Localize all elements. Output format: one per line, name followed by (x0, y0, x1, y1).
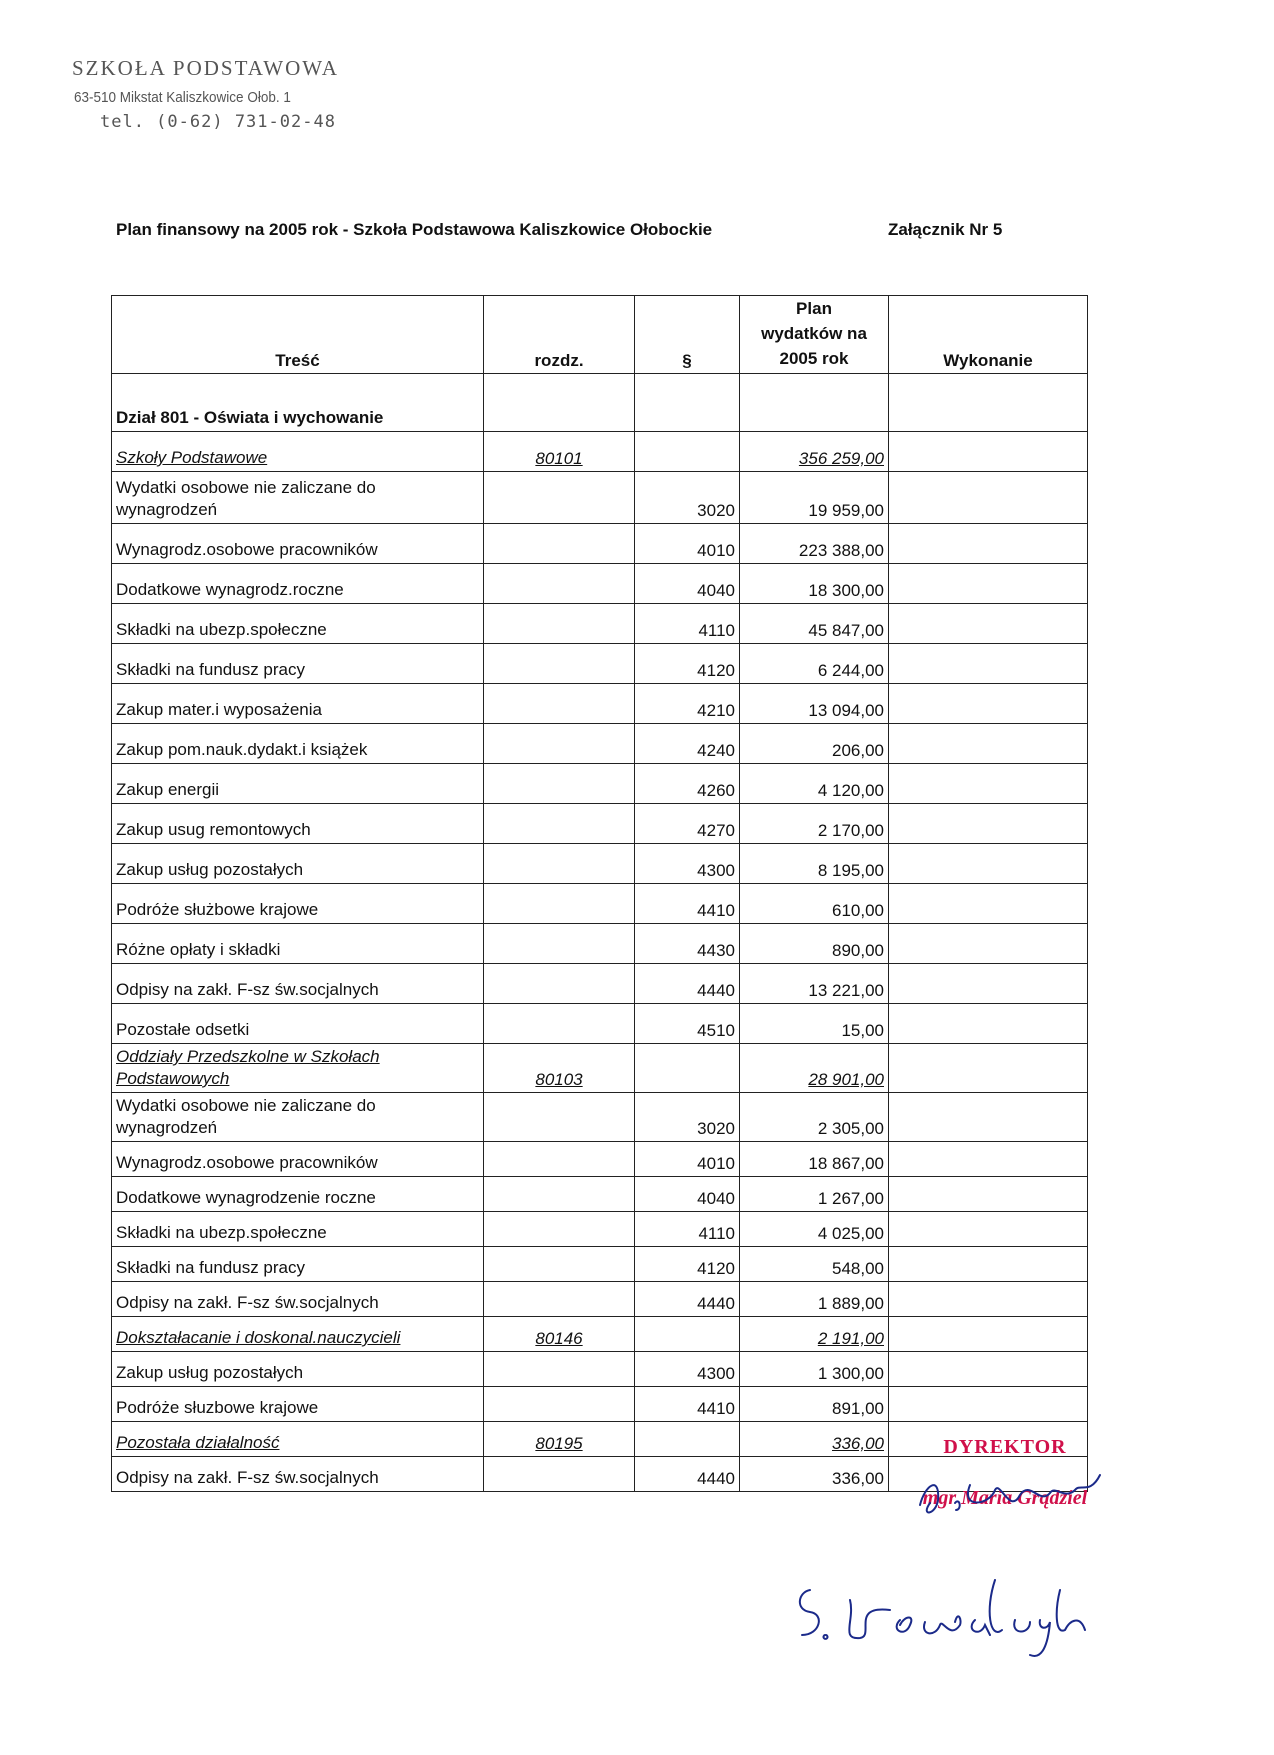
row-name: Podróże słuzbowe krajowe (112, 1387, 484, 1422)
col-header-paragraph: § (635, 296, 740, 374)
row-rozdz (484, 684, 635, 724)
row-rozdz (484, 1247, 635, 1282)
financial-plan-table (111, 295, 1088, 1492)
row-plan: 223 388,00 (740, 524, 889, 564)
row-rozdz (484, 804, 635, 844)
row-paragraph: 4300 (635, 844, 740, 884)
section-name: Szkoły Podstawowe (112, 432, 484, 472)
row-name: Składki na fundusz pracy (112, 644, 484, 684)
row-plan: 45 847,00 (740, 604, 889, 644)
row-plan: 2 170,00 (740, 804, 889, 844)
col-header-plan (740, 296, 889, 374)
row-rozdz (484, 644, 635, 684)
wykonanie-cell (889, 1142, 1088, 1177)
row-rozdz (484, 1387, 635, 1422)
row-rozdz (484, 472, 635, 524)
row-rozdz (484, 1142, 635, 1177)
row-paragraph: 4510 (635, 1004, 740, 1044)
school-phone: tel. (0-62) 731-02-48 (100, 112, 336, 132)
row-rozdz (484, 1282, 635, 1317)
row-name: Składki na ubezp.społeczne (112, 1212, 484, 1247)
wykonanie-cell (889, 524, 1088, 564)
school-name: SZKOŁA PODSTAWOWA (72, 56, 339, 80)
section-row (112, 1317, 1088, 1352)
table-row (112, 1387, 1088, 1422)
row-rozdz (484, 1093, 635, 1142)
row-name: Odpisy na zakł. F-sz św.socjalnych (112, 1282, 484, 1317)
wykonanie-cell (889, 1004, 1088, 1044)
row-name: Wynagrodz.osobowe pracowników (112, 524, 484, 564)
row-rozdz (484, 884, 635, 924)
row-name: Wydatki osobowe nie zaliczane do wynagrodzeń (112, 1093, 484, 1142)
row-rozdz (484, 764, 635, 804)
row-plan: 18 300,00 (740, 564, 889, 604)
dzial-row (112, 374, 1088, 432)
section-name: Oddziały Przedszkolne w Szkołach Podstawowych (112, 1044, 484, 1093)
wykonanie-cell (889, 432, 1088, 472)
row-rozdz (484, 844, 635, 884)
row-plan: 890,00 (740, 924, 889, 964)
row-name: Zakup mater.i wyposażenia (112, 684, 484, 724)
row-paragraph: 4240 (635, 724, 740, 764)
row-name: Wydatki osobowe nie zaliczane do wynagrodzeń (112, 472, 484, 524)
empty-cell (740, 374, 889, 432)
section-rozdz: 80195 (484, 1422, 635, 1457)
row-plan: 6 244,00 (740, 644, 889, 684)
wykonanie-cell (889, 604, 1088, 644)
empty-cell (635, 374, 740, 432)
row-rozdz (484, 1352, 635, 1387)
row-plan: 1 267,00 (740, 1177, 889, 1212)
row-paragraph: 4300 (635, 1352, 740, 1387)
row-rozdz (484, 524, 635, 564)
wykonanie-cell (889, 1044, 1088, 1093)
wykonanie-cell (889, 472, 1088, 524)
document-title: Plan finansowy na 2005 rok - Szkoła Podstawowa Kaliszkowice Ołobockie (116, 220, 713, 239)
empty-cell (889, 374, 1088, 432)
wykonanie-cell (889, 964, 1088, 1004)
section-total: 28 901,00 (740, 1044, 889, 1093)
row-rozdz (484, 1004, 635, 1044)
table-row (112, 1142, 1088, 1177)
row-paragraph: 4440 (635, 1282, 740, 1317)
wykonanie-cell (889, 644, 1088, 684)
section-name: Pozostała działalność (112, 1422, 484, 1457)
row-name: Zakup pom.nauk.dydakt.i książek (112, 724, 484, 764)
row-plan: 2 305,00 (740, 1093, 889, 1142)
section-total: 2 191,00 (740, 1317, 889, 1352)
col-header-tresc: Treść (112, 296, 484, 374)
director-name: mgr Maria Grądziel (922, 1487, 1088, 1509)
table-row (112, 844, 1088, 884)
section-name: Dokształacanie i doskonal.nauczycieli (112, 1317, 484, 1352)
table-row (112, 1004, 1088, 1044)
row-paragraph: 4120 (635, 1247, 740, 1282)
wykonanie-cell (889, 1247, 1088, 1282)
row-paragraph: 3020 (635, 1093, 740, 1142)
row-paragraph: 4440 (635, 1457, 740, 1492)
row-name: Odpisy na zakł. F-sz św.socjalnych (112, 964, 484, 1004)
row-paragraph: 4110 (635, 604, 740, 644)
row-plan: 13 094,00 (740, 684, 889, 724)
empty-cell (635, 432, 740, 472)
section-total: 336,00 (740, 1422, 889, 1457)
row-rozdz (484, 724, 635, 764)
wykonanie-cell (889, 804, 1088, 844)
row-name: Zakup usug remontowych (112, 804, 484, 844)
table-row (112, 684, 1088, 724)
wykonanie-cell (889, 1387, 1088, 1422)
row-plan: 4 025,00 (740, 1212, 889, 1247)
wykonanie-cell (889, 564, 1088, 604)
row-name: Różne opłaty i składki (112, 924, 484, 964)
table-row (112, 964, 1088, 1004)
section-total: 356 259,00 (740, 432, 889, 472)
table-row (112, 1282, 1088, 1317)
annex-label: Załącznik Nr 5 (888, 220, 1003, 239)
row-paragraph: 4210 (635, 684, 740, 724)
row-paragraph: 4260 (635, 764, 740, 804)
empty-cell (635, 1317, 740, 1352)
row-name: Wynagrodz.osobowe pracowników (112, 1142, 484, 1177)
row-paragraph: 4040 (635, 564, 740, 604)
row-plan: 1 300,00 (740, 1352, 889, 1387)
row-paragraph: 3020 (635, 472, 740, 524)
row-name: Zakup usług pozostałych (112, 844, 484, 884)
section-rozdz: 80146 (484, 1317, 635, 1352)
table-row (112, 1352, 1088, 1387)
row-paragraph: 4110 (635, 1212, 740, 1247)
wykonanie-cell (889, 1282, 1088, 1317)
wykonanie-cell (889, 924, 1088, 964)
row-name: Dodatkowe wynagrodzenie roczne (112, 1177, 484, 1212)
row-plan: 4 120,00 (740, 764, 889, 804)
section-rozdz: 80103 (484, 1044, 635, 1093)
row-plan: 548,00 (740, 1247, 889, 1282)
row-rozdz (484, 564, 635, 604)
row-rozdz (484, 924, 635, 964)
row-paragraph: 4040 (635, 1177, 740, 1212)
row-name: Odpisy na zakł. F-sz św.socjalnych (112, 1457, 484, 1492)
wykonanie-cell (889, 1352, 1088, 1387)
school-stamp (72, 56, 339, 132)
row-name: Składki na ubezp.społeczne (112, 604, 484, 644)
col-header-wykonanie: Wykonanie (889, 296, 1088, 374)
school-address: 63-510 Mikstat Kaliszkowice Ołob. 1 (74, 89, 291, 106)
row-name: Składki na fundusz pracy (112, 1247, 484, 1282)
row-paragraph: 4430 (635, 924, 740, 964)
row-name: Zakup usług pozostałych (112, 1352, 484, 1387)
section-rozdz: 80101 (484, 432, 635, 472)
col-header-plan-text: Plan wydatków na 2005 rok (761, 299, 867, 368)
table-row (112, 644, 1088, 684)
empty-cell (484, 374, 635, 432)
row-plan: 1 889,00 (740, 1282, 889, 1317)
row-paragraph: 4440 (635, 964, 740, 1004)
row-paragraph: 4010 (635, 524, 740, 564)
row-plan: 891,00 (740, 1387, 889, 1422)
row-rozdz (484, 1177, 635, 1212)
row-paragraph: 4410 (635, 1387, 740, 1422)
director-title: DYREKTOR (943, 1436, 1067, 1458)
table-row (112, 472, 1088, 524)
row-plan: 206,00 (740, 724, 889, 764)
row-rozdz (484, 1212, 635, 1247)
dzial-label: Dział 801 - Oświata i wychowanie (112, 374, 484, 432)
table-row (112, 564, 1088, 604)
table-header-row (112, 296, 1088, 374)
table-row (112, 764, 1088, 804)
table-row (112, 724, 1088, 764)
table-row (112, 924, 1088, 964)
row-paragraph: 4120 (635, 644, 740, 684)
row-plan: 13 221,00 (740, 964, 889, 1004)
row-plan: 19 959,00 (740, 472, 889, 524)
row-plan: 18 867,00 (740, 1142, 889, 1177)
table-row (112, 1177, 1088, 1212)
wykonanie-cell (889, 1212, 1088, 1247)
row-name: Zakup energii (112, 764, 484, 804)
second-signature (780, 1550, 1100, 1670)
row-rozdz (484, 1457, 635, 1492)
wykonanie-cell (889, 724, 1088, 764)
row-plan: 336,00 (740, 1457, 889, 1492)
row-paragraph: 4410 (635, 884, 740, 924)
empty-cell (635, 1044, 740, 1093)
table-row (112, 1247, 1088, 1282)
row-plan: 610,00 (740, 884, 889, 924)
section-row (112, 1044, 1088, 1093)
table-row (112, 1212, 1088, 1247)
row-name: Pozostałe odsetki (112, 1004, 484, 1044)
table-row (112, 604, 1088, 644)
wykonanie-cell (889, 1177, 1088, 1212)
row-plan: 15,00 (740, 1004, 889, 1044)
wykonanie-cell (889, 1093, 1088, 1142)
wykonanie-cell (889, 1317, 1088, 1352)
director-signature (900, 1455, 1120, 1535)
row-name: Podróże służbowe krajowe (112, 884, 484, 924)
wykonanie-cell (889, 844, 1088, 884)
table-row (112, 1093, 1088, 1142)
col-header-rozdz: rozdz. (484, 296, 635, 374)
row-rozdz (484, 964, 635, 1004)
row-paragraph: 4270 (635, 804, 740, 844)
row-rozdz (484, 604, 635, 644)
table-row (112, 804, 1088, 844)
table-row (112, 524, 1088, 564)
row-name: Dodatkowe wynagrodz.roczne (112, 564, 484, 604)
row-plan: 8 195,00 (740, 844, 889, 884)
row-paragraph: 4010 (635, 1142, 740, 1177)
wykonanie-cell (889, 764, 1088, 804)
empty-cell (635, 1422, 740, 1457)
section-row (112, 432, 1088, 472)
table-row (112, 884, 1088, 924)
wykonanie-cell (889, 884, 1088, 924)
wykonanie-cell (889, 684, 1088, 724)
